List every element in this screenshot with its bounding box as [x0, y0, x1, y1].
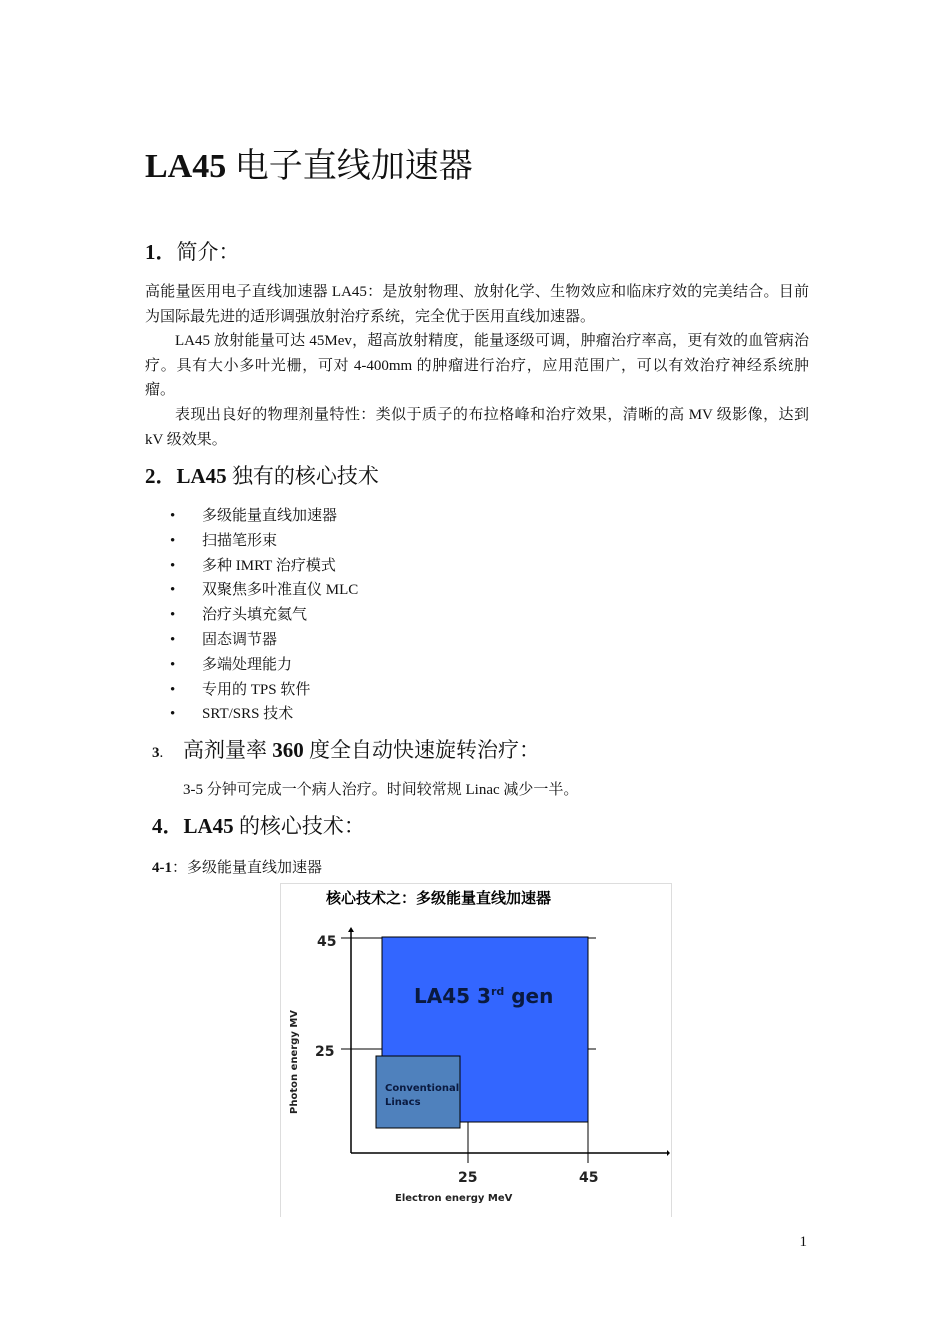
list-item: • 固态调节器 — [170, 631, 278, 648]
section-3-heading: 高剂量率 360 度全自动快速旋转治疗： — [183, 738, 540, 762]
x-tick-25: 25 — [458, 1170, 478, 1186]
page-number: 1 — [799, 1234, 807, 1250]
section-1-heading: 1．简介： — [145, 240, 240, 264]
list-item: • 双聚焦多叶准直仪 MLC — [170, 582, 359, 599]
x-tick-45: 45 — [579, 1170, 599, 1186]
intro-paragraph-2: LA45 放射能量可达 45Mev，超高放射精度，能量逐级可调，肿瘤治疗率高，更有效的血管病治疗。具有大小多叶光栅，可对 4-400mm 的肿瘤进行治疗，应用范围广，可以有效治疗神经系统肿瘤。 — [145, 333, 809, 398]
section-4-heading: 4．LA45 的核心技术： — [152, 814, 365, 838]
x-axis-label: Electron energy MeV — [395, 1193, 513, 1204]
section-4-1-label: 4-1：多级能量直线加速器 — [152, 860, 323, 876]
list-item: • 治疗头填充氦气 — [170, 607, 308, 624]
list-item: • SRT/SRS 技术 — [170, 706, 294, 723]
list-item: • 扫描笔形束 — [170, 532, 278, 549]
intro-paragraph-3: 表现出良好的物理剂量特性：类似于质子的布拉格峰和治疗效果，清晰的高 MV 级影像，达到 kV 级效果。 — [145, 407, 809, 448]
section-3-number: 3. — [152, 745, 164, 761]
y-tick-45: 45 — [317, 934, 337, 950]
section-3-text: 3-5 分钟可完成一个病人治疗。时间较常规 Linac 减少一半。 — [183, 782, 579, 798]
figure-title: 核心技术之：多级能量直线加速器 — [326, 889, 552, 907]
list-item: • 专用的 TPS 软件 — [170, 681, 311, 698]
list-item: • 多级能量直线加速器 — [170, 508, 338, 524]
intro-paragraph-1: 高能量医用电子直线加速器 LA45：是放射物理、放射化学、生物效应和临床疗效的完美结合。目前为国际最先进的适形调强放射治疗系统，完全优于医用直线加速器。 — [145, 284, 809, 325]
y-axis-arrow-icon — [348, 927, 354, 932]
list-item: • 多端处理能力 — [170, 656, 293, 673]
energy-diagram-svg — [281, 884, 671, 1217]
page-title: LA45 电子直线加速器 — [145, 148, 473, 185]
x-axis-arrow-icon — [667, 1150, 670, 1156]
section-2-heading: 2．LA45 独有的核心技术 — [145, 464, 379, 488]
y-tick-25: 25 — [315, 1044, 335, 1060]
la45-label: LA45 3rd gen — [414, 984, 554, 1008]
energy-diagram — [280, 883, 672, 1217]
core-tech-list — [170, 504, 358, 727]
y-axis-label: Photon energy MV — [289, 1009, 300, 1114]
conventional-label-1: Conventional — [385, 1083, 460, 1094]
conventional-label-2: Linacs — [385, 1097, 421, 1108]
list-item: • 多种 IMRT 治疗模式 — [170, 557, 336, 574]
